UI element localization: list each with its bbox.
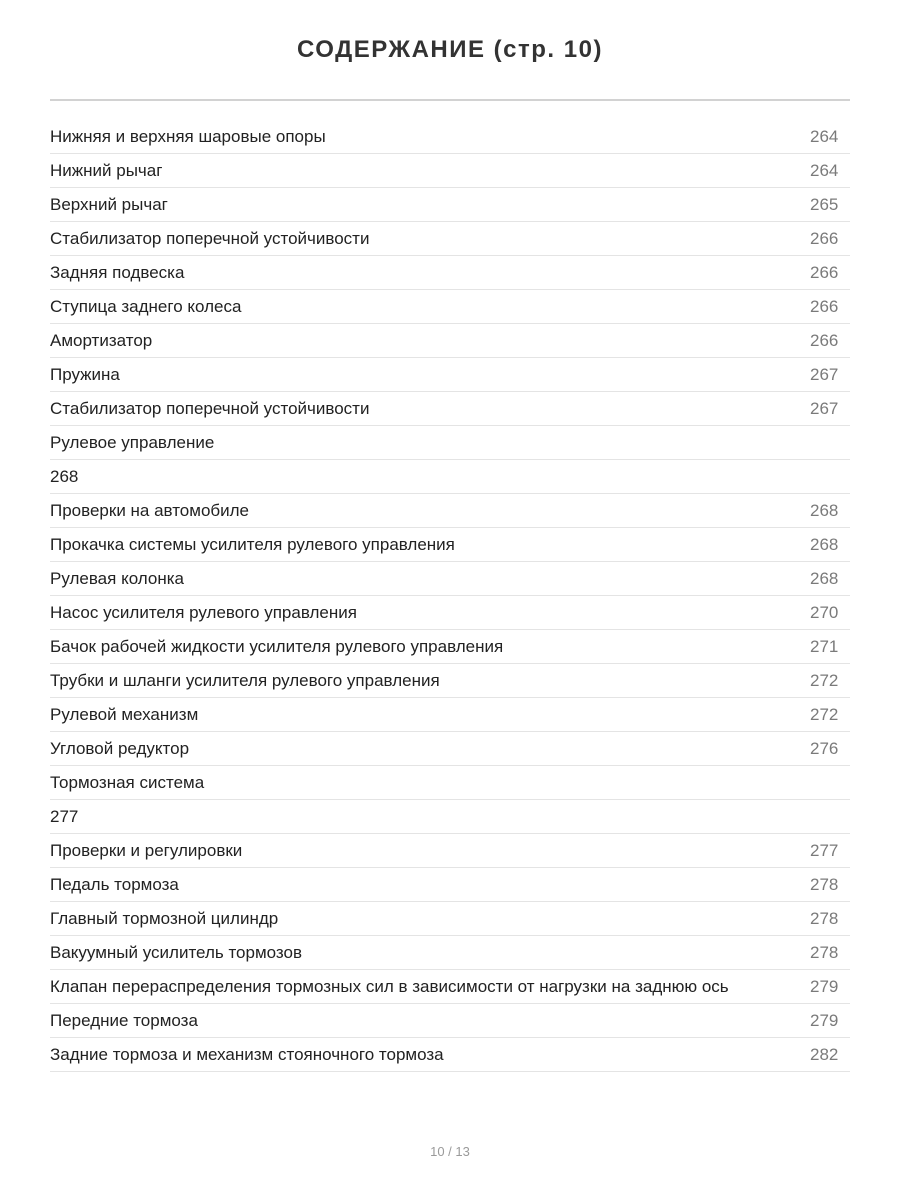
toc-section-title: Рулевое управление [50, 432, 215, 452]
toc-entry[interactable] [50, 562, 850, 596]
toc-entry[interactable] [50, 154, 850, 188]
toc-entry-page: 282 [810, 1044, 839, 1064]
toc-entry[interactable] [50, 630, 850, 664]
toc-entry[interactable] [50, 222, 850, 256]
toc-entry[interactable] [50, 256, 850, 290]
toc-entry[interactable] [50, 120, 850, 154]
toc-entry-title: Насос усилителя рулевого управления [50, 602, 357, 622]
toc-entry-title: Прокачка системы усилителя рулевого управления [50, 534, 455, 554]
toc-entry[interactable] [50, 392, 850, 426]
toc-entry-title: Педаль тормоза [50, 874, 179, 894]
title-divider [50, 99, 850, 101]
toc-entry-title: Стабилизатор поперечной устойчивости [50, 228, 370, 248]
toc-entry-page: 278 [810, 908, 839, 928]
toc-entry[interactable] [50, 1004, 850, 1038]
toc-section-page: 277 [50, 806, 79, 826]
toc-entry-title: Стабилизатор поперечной устойчивости [50, 398, 370, 418]
toc-entry-title: Трубки и шланги усилителя рулевого управления [50, 670, 440, 690]
toc-section-page-row[interactable] [50, 800, 850, 834]
page-title: СОДЕРЖАНИЕ (стр. 10) [297, 36, 603, 63]
toc-entry-page: 279 [810, 1010, 839, 1030]
toc-section-heading[interactable] [50, 766, 850, 800]
toc-section-page: 268 [50, 466, 79, 486]
toc-entry-title: Проверки на автомобиле [50, 500, 250, 520]
toc-entry[interactable] [50, 936, 850, 970]
toc-entry-page: 272 [810, 704, 839, 724]
toc-entry[interactable] [50, 732, 850, 766]
toc-entry-title: Нижняя и верхняя шаровые опоры [50, 126, 326, 146]
toc-entry[interactable] [50, 834, 850, 868]
toc-entry-page: 267 [810, 364, 839, 384]
toc-entry-page: 270 [810, 602, 839, 622]
toc-entry-page: 268 [810, 500, 839, 520]
toc-section-heading[interactable] [50, 426, 850, 460]
toc-entry-title: Пружина [50, 364, 120, 384]
toc-entry-page: 271 [810, 636, 839, 656]
toc-entry-page: 266 [810, 330, 839, 350]
toc-entry-title: Задняя подвеска [50, 262, 185, 282]
toc-entry[interactable] [50, 664, 850, 698]
toc-entry[interactable] [50, 528, 850, 562]
toc-entry[interactable] [50, 902, 850, 936]
toc-entry-page: 278 [810, 942, 839, 962]
toc-entry[interactable] [50, 494, 850, 528]
toc-entry[interactable] [50, 290, 850, 324]
toc-entry-title: Задние тормоза и механизм стояночного тормоза [50, 1044, 444, 1064]
toc-entry-page: 268 [810, 568, 839, 588]
toc-entry-title: Ступица заднего колеса [50, 296, 242, 316]
toc-entry[interactable] [50, 596, 850, 630]
toc-entry-page: 266 [810, 262, 839, 282]
toc-entry-page: 277 [810, 840, 839, 860]
toc-entry-title: Клапан перераспределения тормозных сил в зависимости от нагрузки на заднюю ось [50, 976, 729, 996]
toc-entry[interactable] [50, 970, 850, 1004]
toc-entry-title: Передние тормоза [50, 1010, 198, 1030]
toc-entry-title: Рулевая колонка [50, 568, 184, 588]
toc-entry-page: 266 [810, 228, 839, 248]
toc-section-title: Тормозная система [50, 772, 205, 792]
toc-entry-title: Нижний рычаг [50, 160, 163, 180]
toc-entry-title: Верхний рычаг [50, 194, 168, 214]
page-number: 10 / 13 [430, 1144, 470, 1159]
toc-entry[interactable] [50, 324, 850, 358]
toc-entry-page: 264 [810, 126, 839, 146]
toc-entry-page: 267 [810, 398, 839, 418]
toc-entry[interactable] [50, 868, 850, 902]
toc-entry-page: 278 [810, 874, 839, 894]
toc-section-page-row[interactable] [50, 460, 850, 494]
toc-entry-page: 266 [810, 296, 839, 316]
toc-entry[interactable] [50, 1038, 850, 1072]
toc-entry[interactable] [50, 188, 850, 222]
toc-entry-page: 272 [810, 670, 839, 690]
toc-entry-title: Бачок рабочей жидкости усилителя рулевого управления [50, 636, 504, 656]
toc-list [50, 120, 850, 1072]
toc-entry-title: Проверки и регулировки [50, 840, 243, 860]
toc-entry-title: Главный тормозной цилиндр [50, 908, 279, 928]
toc-entry-page: 268 [810, 534, 839, 554]
toc-entry-title: Угловой редуктор [50, 738, 190, 758]
toc-entry[interactable] [50, 698, 850, 732]
toc-entry-page: 264 [810, 160, 839, 180]
toc-entry-page: 276 [810, 738, 839, 758]
toc-entry[interactable] [50, 358, 850, 392]
toc-entry-title: Рулевой механизм [50, 704, 199, 724]
toc-entry-page: 265 [810, 194, 839, 214]
toc-entry-title: Амортизатор [50, 330, 153, 350]
toc-entry-page: 279 [810, 976, 839, 996]
toc-entry-title: Вакуумный усилитель тормозов [50, 942, 302, 962]
